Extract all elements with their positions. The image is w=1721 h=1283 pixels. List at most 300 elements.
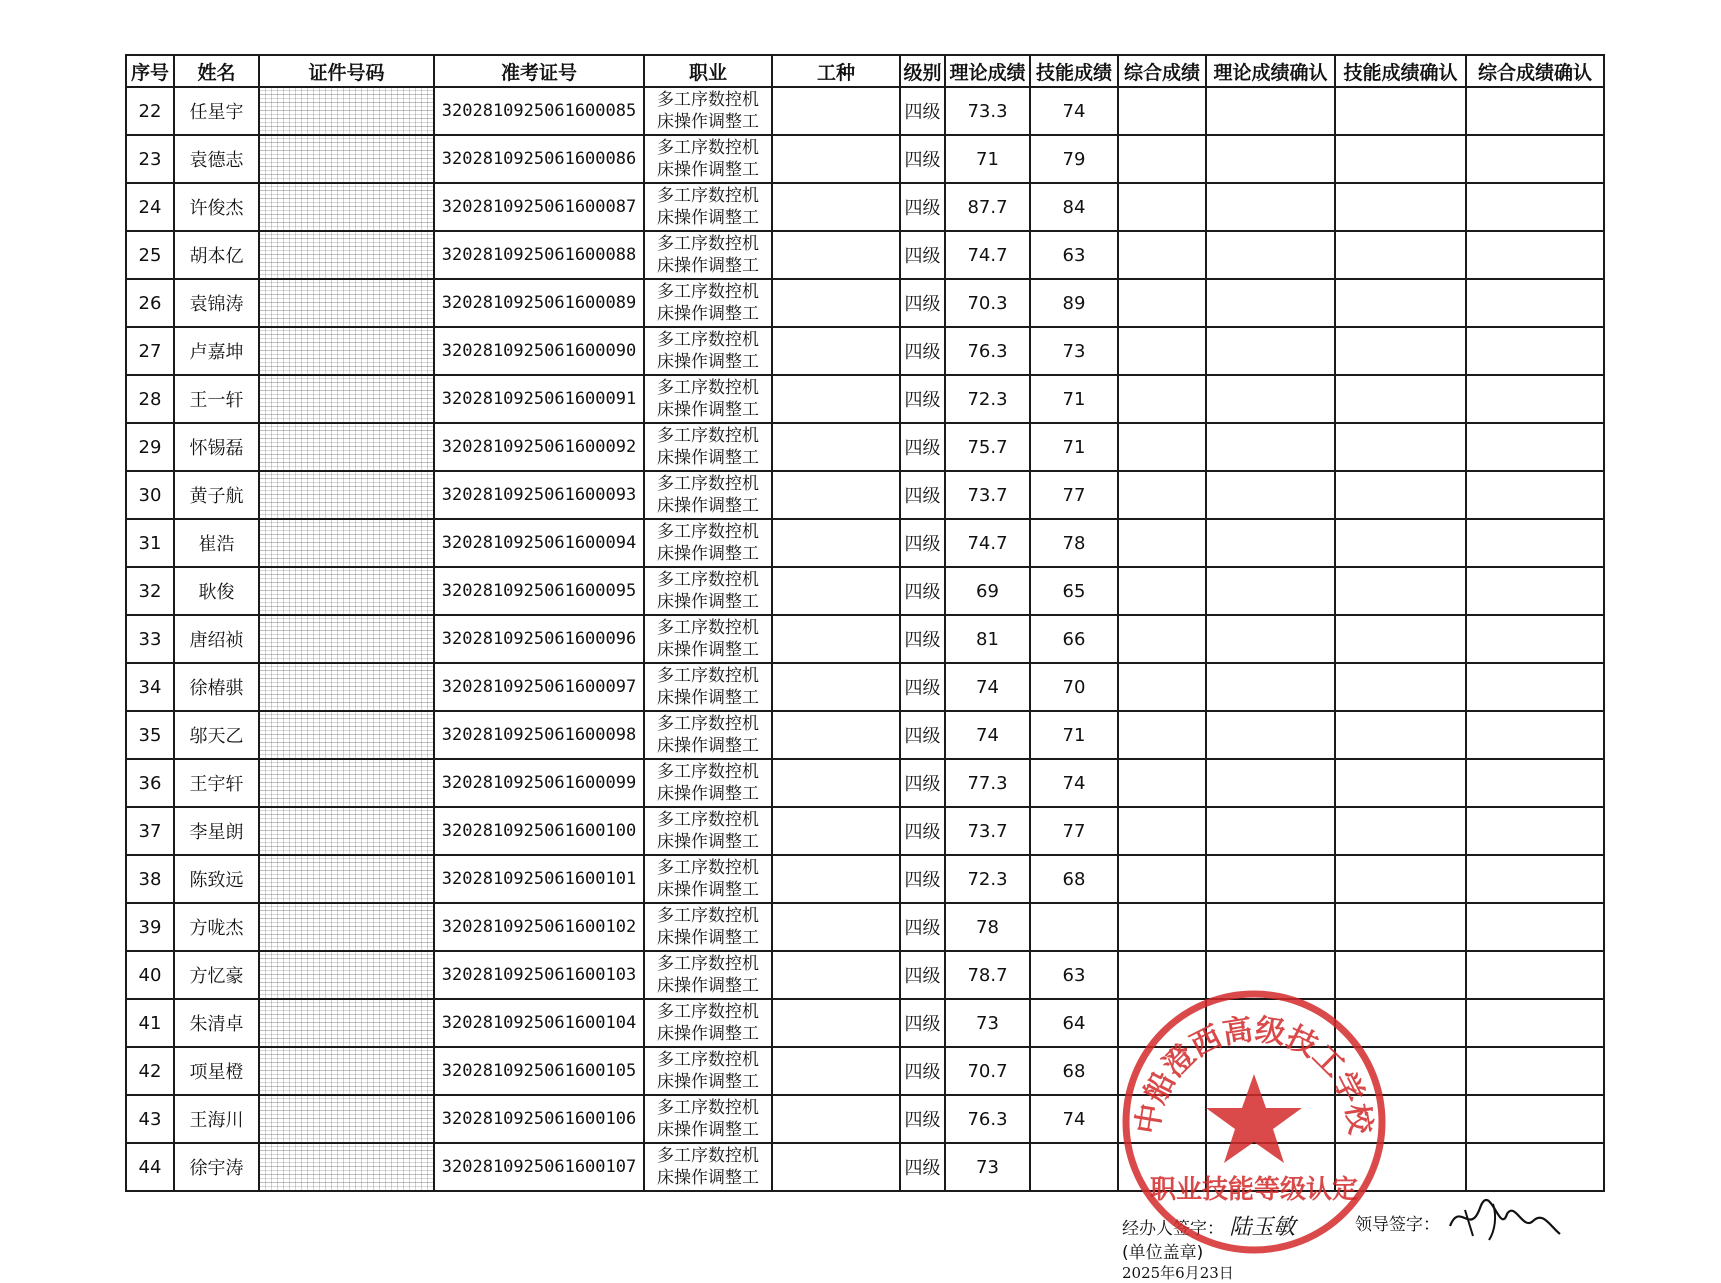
- work-type: [772, 327, 900, 375]
- row-number: 43: [126, 1095, 174, 1143]
- overall-confirm: [1466, 327, 1604, 375]
- occupation-line-2: 床操作调整工: [657, 640, 759, 660]
- ticket-number: 3202810925061600101: [434, 855, 644, 903]
- theory-score: 78.7: [945, 951, 1030, 999]
- theory-confirm: [1206, 327, 1335, 375]
- candidate-name: 唐绍祯: [174, 615, 259, 663]
- theory-confirm: [1206, 759, 1335, 807]
- candidate-name: 李星朗: [174, 807, 259, 855]
- occupation: [644, 855, 772, 903]
- row-number: 29: [126, 423, 174, 471]
- theory-score: 73.7: [945, 471, 1030, 519]
- occupation-line-2: 床操作调整工: [657, 928, 759, 948]
- occupation: [644, 951, 772, 999]
- ticket-number: 3202810925061600086: [434, 135, 644, 183]
- column-header: 准考证号: [434, 55, 644, 87]
- occupation-line-2: 床操作调整工: [657, 352, 759, 372]
- candidate-name: 朱清卓: [174, 999, 259, 1047]
- row-number: 30: [126, 471, 174, 519]
- overall-confirm: [1466, 951, 1604, 999]
- id-number-redacted: [259, 711, 434, 759]
- skill-confirm: [1335, 519, 1466, 567]
- overall-confirm: [1466, 135, 1604, 183]
- occupation-line-2: 床操作调整工: [657, 544, 759, 564]
- skill-confirm: [1335, 711, 1466, 759]
- occupation-line-2: 床操作调整工: [657, 736, 759, 756]
- level: 四级: [900, 135, 945, 183]
- skill-score: 71: [1030, 711, 1118, 759]
- candidate-name: 方忆豪: [174, 951, 259, 999]
- occupation-line-2: 床操作调整工: [657, 400, 759, 420]
- overall-score: [1118, 279, 1206, 327]
- header-row: [126, 55, 1604, 87]
- theory-score: 76.3: [945, 327, 1030, 375]
- theory-confirm: [1206, 471, 1335, 519]
- occupation: [644, 471, 772, 519]
- id-number-redacted: [259, 231, 434, 279]
- redaction-pattern: [260, 616, 433, 662]
- redaction-pattern: [260, 712, 433, 758]
- ticket-number: 3202810925061600099: [434, 759, 644, 807]
- skill-score: [1030, 1143, 1118, 1191]
- work-type: [772, 183, 900, 231]
- overall-confirm: [1466, 615, 1604, 663]
- occupation-line-2: 床操作调整工: [657, 1072, 759, 1092]
- level: 四级: [900, 279, 945, 327]
- candidate-name: 许俊杰: [174, 183, 259, 231]
- skill-confirm: [1335, 471, 1466, 519]
- theory-confirm: [1206, 183, 1335, 231]
- redaction-pattern: [260, 1000, 433, 1046]
- overall-score: [1118, 711, 1206, 759]
- level: 四级: [900, 87, 945, 135]
- level: 四级: [900, 375, 945, 423]
- row-number: 28: [126, 375, 174, 423]
- work-type: [772, 903, 900, 951]
- occupation-line-2: 床操作调整工: [657, 160, 759, 180]
- ticket-number: 320281092506160​0085: [434, 87, 644, 135]
- level: 四级: [900, 1095, 945, 1143]
- column-header: 职业: [644, 55, 772, 87]
- column-header: 工种: [772, 55, 900, 87]
- skill-confirm: [1335, 135, 1466, 183]
- occupation: [644, 711, 772, 759]
- row-number: 40: [126, 951, 174, 999]
- overall-confirm: [1466, 423, 1604, 471]
- row-number: 34: [126, 663, 174, 711]
- candidate-name: 崔浩: [174, 519, 259, 567]
- occupation-line-1: 多工序数控机: [657, 762, 759, 782]
- skill-score: 73: [1030, 327, 1118, 375]
- ticket-number: 3202810925061600106: [434, 1095, 644, 1143]
- occupation-line-1: 多工序数控机: [657, 1098, 759, 1118]
- row-number: 42: [126, 1047, 174, 1095]
- theory-confirm: [1206, 903, 1335, 951]
- skill-confirm: [1335, 87, 1466, 135]
- occupation-line-1: 多工序数控机: [657, 378, 759, 398]
- row-number: 37: [126, 807, 174, 855]
- overall-confirm: [1466, 903, 1604, 951]
- ticket-number: 3202810925061600102: [434, 903, 644, 951]
- redaction-pattern: [260, 472, 433, 518]
- row-number: 41: [126, 999, 174, 1047]
- skill-score: 74: [1030, 1095, 1118, 1143]
- theory-confirm: [1206, 519, 1335, 567]
- occupation-line-2: 床操作调整工: [657, 304, 759, 324]
- level: 四级: [900, 663, 945, 711]
- overall-score: [1118, 327, 1206, 375]
- theory-confirm: [1206, 711, 1335, 759]
- overall-confirm: [1466, 87, 1604, 135]
- id-number-redacted: [259, 999, 434, 1047]
- table-row: [126, 567, 1604, 615]
- redaction-pattern: [260, 568, 433, 614]
- work-type: [772, 615, 900, 663]
- table-row: [126, 327, 1604, 375]
- ticket-number: 3202810925061600088: [434, 231, 644, 279]
- table-row: [126, 711, 1604, 759]
- column-header: 理论成绩确认: [1206, 55, 1335, 87]
- table-row: [126, 663, 1604, 711]
- theory-confirm: [1206, 279, 1335, 327]
- candidate-name: 王海川: [174, 1095, 259, 1143]
- occupation-line-1: 多工序数控机: [657, 234, 759, 254]
- id-number-redacted: [259, 1143, 434, 1191]
- theory-score: 74: [945, 663, 1030, 711]
- candidate-name: 方咙杰: [174, 903, 259, 951]
- work-type: [772, 567, 900, 615]
- overall-confirm: [1466, 807, 1604, 855]
- column-header: 序号: [126, 55, 174, 87]
- overall-confirm: [1466, 1095, 1604, 1143]
- theory-score: 78: [945, 903, 1030, 951]
- row-number: 44: [126, 1143, 174, 1191]
- id-number-redacted: [259, 1095, 434, 1143]
- skill-score: 77: [1030, 471, 1118, 519]
- theory-score: 73.3: [945, 87, 1030, 135]
- occupation-line-2: 床操作调整工: [657, 448, 759, 468]
- level: 四级: [900, 471, 945, 519]
- level: 四级: [900, 231, 945, 279]
- column-header: 姓名: [174, 55, 259, 87]
- level: 四级: [900, 807, 945, 855]
- ticket-number: 3202810925061600087: [434, 183, 644, 231]
- occupation-line-1: 多工序数控机: [657, 618, 759, 638]
- skill-confirm: [1335, 183, 1466, 231]
- overall-confirm: [1466, 279, 1604, 327]
- occupation-line-2: 床操作调整工: [657, 1168, 759, 1188]
- theory-score: 74.7: [945, 519, 1030, 567]
- redaction-pattern: [260, 136, 433, 182]
- id-number-redacted: [259, 807, 434, 855]
- occupation-line-1: 多工序数控机: [657, 1146, 759, 1166]
- redaction-pattern: [260, 1144, 433, 1190]
- id-number-redacted: [259, 327, 434, 375]
- work-type: [772, 1047, 900, 1095]
- level: 四级: [900, 855, 945, 903]
- skill-score: 63: [1030, 231, 1118, 279]
- theory-confirm: [1206, 423, 1335, 471]
- skill-score: 89: [1030, 279, 1118, 327]
- work-type: [772, 231, 900, 279]
- overall-confirm: [1466, 1143, 1604, 1191]
- level: 四级: [900, 759, 945, 807]
- id-number-redacted: [259, 183, 434, 231]
- skill-confirm: [1335, 423, 1466, 471]
- overall-score: [1118, 519, 1206, 567]
- table-row: [126, 375, 1604, 423]
- skill-score: 77: [1030, 807, 1118, 855]
- row-number: 32: [126, 567, 174, 615]
- occupation: [644, 135, 772, 183]
- level: 四级: [900, 519, 945, 567]
- ticket-number: 3202810925061600091: [434, 375, 644, 423]
- overall-confirm: [1466, 183, 1604, 231]
- theory-score: 74: [945, 711, 1030, 759]
- occupation-line-1: 多工序数控机: [657, 810, 759, 830]
- overall-score: [1118, 231, 1206, 279]
- work-type: [772, 855, 900, 903]
- work-type: [772, 999, 900, 1047]
- occupation-line-2: 床操作调整工: [657, 496, 759, 516]
- table-row: [126, 519, 1604, 567]
- redaction-pattern: [260, 664, 433, 710]
- occupation-line-1: 多工序数控机: [657, 474, 759, 494]
- skill-score: 63: [1030, 951, 1118, 999]
- occupation-line-1: 多工序数控机: [657, 954, 759, 974]
- sign-date: 2025年6月23日: [1122, 1264, 1234, 1282]
- skill-confirm: [1335, 375, 1466, 423]
- table-row: [126, 135, 1604, 183]
- theory-score: 70.3: [945, 279, 1030, 327]
- overall-confirm: [1466, 759, 1604, 807]
- overall-score: [1118, 903, 1206, 951]
- ticket-number: 3202810925061600098: [434, 711, 644, 759]
- work-type: [772, 135, 900, 183]
- occupation-line-1: 多工序数控机: [657, 186, 759, 206]
- overall-score: [1118, 567, 1206, 615]
- level: 四级: [900, 327, 945, 375]
- occupation-line-2: 床操作调整工: [657, 1024, 759, 1044]
- redaction-pattern: [260, 280, 433, 326]
- candidate-name: 袁锦涛: [174, 279, 259, 327]
- row-number: 25: [126, 231, 174, 279]
- overall-score: [1118, 423, 1206, 471]
- id-number-redacted: [259, 423, 434, 471]
- level: 四级: [900, 1047, 945, 1095]
- occupation-line-2: 床操作调整工: [657, 832, 759, 852]
- work-type: [772, 663, 900, 711]
- redaction-pattern: [260, 88, 433, 134]
- theory-score: 73.7: [945, 807, 1030, 855]
- work-type: [772, 759, 900, 807]
- occupation-line-1: 多工序数控机: [657, 570, 759, 590]
- overall-confirm: [1466, 567, 1604, 615]
- row-number: 22: [126, 87, 174, 135]
- level: 四级: [900, 1143, 945, 1191]
- occupation-line-2: 床操作调整工: [657, 1120, 759, 1140]
- work-type: [772, 471, 900, 519]
- candidate-name: 项星橙: [174, 1047, 259, 1095]
- occupation: [644, 375, 772, 423]
- skill-confirm: [1335, 759, 1466, 807]
- level: 四级: [900, 903, 945, 951]
- occupation-line-1: 多工序数控机: [657, 426, 759, 446]
- row-number: 35: [126, 711, 174, 759]
- overall-score: [1118, 183, 1206, 231]
- official-seal: [1118, 986, 1390, 1258]
- candidate-name: 耿俊: [174, 567, 259, 615]
- candidate-name: 王宇轩: [174, 759, 259, 807]
- overall-score: [1118, 375, 1206, 423]
- redaction-pattern: [260, 904, 433, 950]
- level: 四级: [900, 711, 945, 759]
- id-number-redacted: [259, 1047, 434, 1095]
- occupation: [644, 231, 772, 279]
- occupation-line-2: 床操作调整工: [657, 592, 759, 612]
- theory-score: 72.3: [945, 375, 1030, 423]
- occupation-line-2: 床操作调整工: [657, 880, 759, 900]
- theory-confirm: [1206, 663, 1335, 711]
- work-type: [772, 519, 900, 567]
- occupation: [644, 759, 772, 807]
- occupation-line-2: 床操作调整工: [657, 784, 759, 804]
- skill-score: 71: [1030, 423, 1118, 471]
- work-type: [772, 279, 900, 327]
- id-number-redacted: [259, 375, 434, 423]
- candidate-name: 袁德志: [174, 135, 259, 183]
- occupation: [644, 615, 772, 663]
- column-header: 综合成绩: [1118, 55, 1206, 87]
- row-number: 26: [126, 279, 174, 327]
- ticket-number: 3202810925061600097: [434, 663, 644, 711]
- table-row: [126, 903, 1604, 951]
- id-number-redacted: [259, 471, 434, 519]
- work-type: [772, 375, 900, 423]
- theory-score: 72.3: [945, 855, 1030, 903]
- seal-label: (单位盖章): [1122, 1243, 1204, 1263]
- occupation: [644, 999, 772, 1047]
- row-number: 33: [126, 615, 174, 663]
- id-number-redacted: [259, 135, 434, 183]
- theory-confirm: [1206, 807, 1335, 855]
- overall-score: [1118, 855, 1206, 903]
- redaction-pattern: [260, 376, 433, 422]
- redaction-pattern: [260, 856, 433, 902]
- ticket-number: 3202810925061600096: [434, 615, 644, 663]
- row-number: 38: [126, 855, 174, 903]
- overall-score: [1118, 759, 1206, 807]
- work-type: [772, 87, 900, 135]
- overall-confirm: [1466, 711, 1604, 759]
- id-number-redacted: [259, 663, 434, 711]
- occupation-line-1: 多工序数控机: [657, 858, 759, 878]
- ticket-number: 3202810925061600093: [434, 471, 644, 519]
- occupation-line-1: 多工序数控机: [657, 714, 759, 734]
- occupation: [644, 1047, 772, 1095]
- ticket-number: 3202810925061600092: [434, 423, 644, 471]
- theory-score: 74.7: [945, 231, 1030, 279]
- handler-signature: 陆玉敏: [1229, 1215, 1296, 1240]
- occupation-line-1: 多工序数控机: [657, 666, 759, 686]
- candidate-name: 陈致远: [174, 855, 259, 903]
- skill-score: 74: [1030, 87, 1118, 135]
- theory-score: 69: [945, 567, 1030, 615]
- id-number-redacted: [259, 279, 434, 327]
- table-row: [126, 855, 1604, 903]
- row-number: 36: [126, 759, 174, 807]
- id-number-redacted: [259, 519, 434, 567]
- candidate-name: 卢嘉坤: [174, 327, 259, 375]
- occupation: [644, 87, 772, 135]
- theory-confirm: [1206, 615, 1335, 663]
- theory-score: 77.3: [945, 759, 1030, 807]
- occupation-line-1: 多工序数控机: [657, 906, 759, 926]
- candidate-name: 徐椿骐: [174, 663, 259, 711]
- occupation-line-1: 多工序数控机: [657, 138, 759, 158]
- occupation-line-2: 床操作调整工: [657, 112, 759, 132]
- id-number-redacted: [259, 567, 434, 615]
- redaction-pattern: [260, 184, 433, 230]
- skill-score: [1030, 903, 1118, 951]
- redaction-pattern: [260, 232, 433, 278]
- occupation: [644, 663, 772, 711]
- overall-score: [1118, 663, 1206, 711]
- seal-text: 中船澄西高级技工学校: [1130, 1012, 1378, 1137]
- occupation-line-1: 多工序数控机: [657, 522, 759, 542]
- redaction-pattern: [260, 808, 433, 854]
- column-header: 技能成绩确认: [1335, 55, 1466, 87]
- overall-confirm: [1466, 999, 1604, 1047]
- ticket-number: 3202810925061600100: [434, 807, 644, 855]
- id-number-redacted: [259, 951, 434, 999]
- candidate-name: 徐宇涛: [174, 1143, 259, 1191]
- work-type: [772, 951, 900, 999]
- occupation: [644, 183, 772, 231]
- work-type: [772, 1143, 900, 1191]
- leader-signature: [1445, 1196, 1565, 1246]
- column-header: 级别: [900, 55, 945, 87]
- row-number: 39: [126, 903, 174, 951]
- occupation: [644, 279, 772, 327]
- occupation: [644, 1095, 772, 1143]
- skill-score: 78: [1030, 519, 1118, 567]
- ticket-number: 3202810925061600095: [434, 567, 644, 615]
- overall-score: [1118, 615, 1206, 663]
- overall-score: [1118, 471, 1206, 519]
- ticket-number: 3202810925061600094: [434, 519, 644, 567]
- seal-star-icon: [1206, 1074, 1302, 1163]
- theory-score: 76.3: [945, 1095, 1030, 1143]
- leader-label: 领导签字：: [1355, 1215, 1440, 1235]
- candidate-name: 任星宇: [174, 87, 259, 135]
- theory-score: 71: [945, 135, 1030, 183]
- table-row: [126, 807, 1604, 855]
- overall-score: [1118, 135, 1206, 183]
- level: 四级: [900, 999, 945, 1047]
- id-number-redacted: [259, 759, 434, 807]
- theory-score: 87.7: [945, 183, 1030, 231]
- theory-confirm: [1206, 375, 1335, 423]
- overall-confirm: [1466, 663, 1604, 711]
- level: 四级: [900, 423, 945, 471]
- skill-score: 66: [1030, 615, 1118, 663]
- theory-confirm: [1206, 567, 1335, 615]
- occupation-line-2: 床操作调整工: [657, 208, 759, 228]
- ticket-number: 3202810925061600105: [434, 1047, 644, 1095]
- redaction-pattern: [260, 520, 433, 566]
- skill-score: 68: [1030, 855, 1118, 903]
